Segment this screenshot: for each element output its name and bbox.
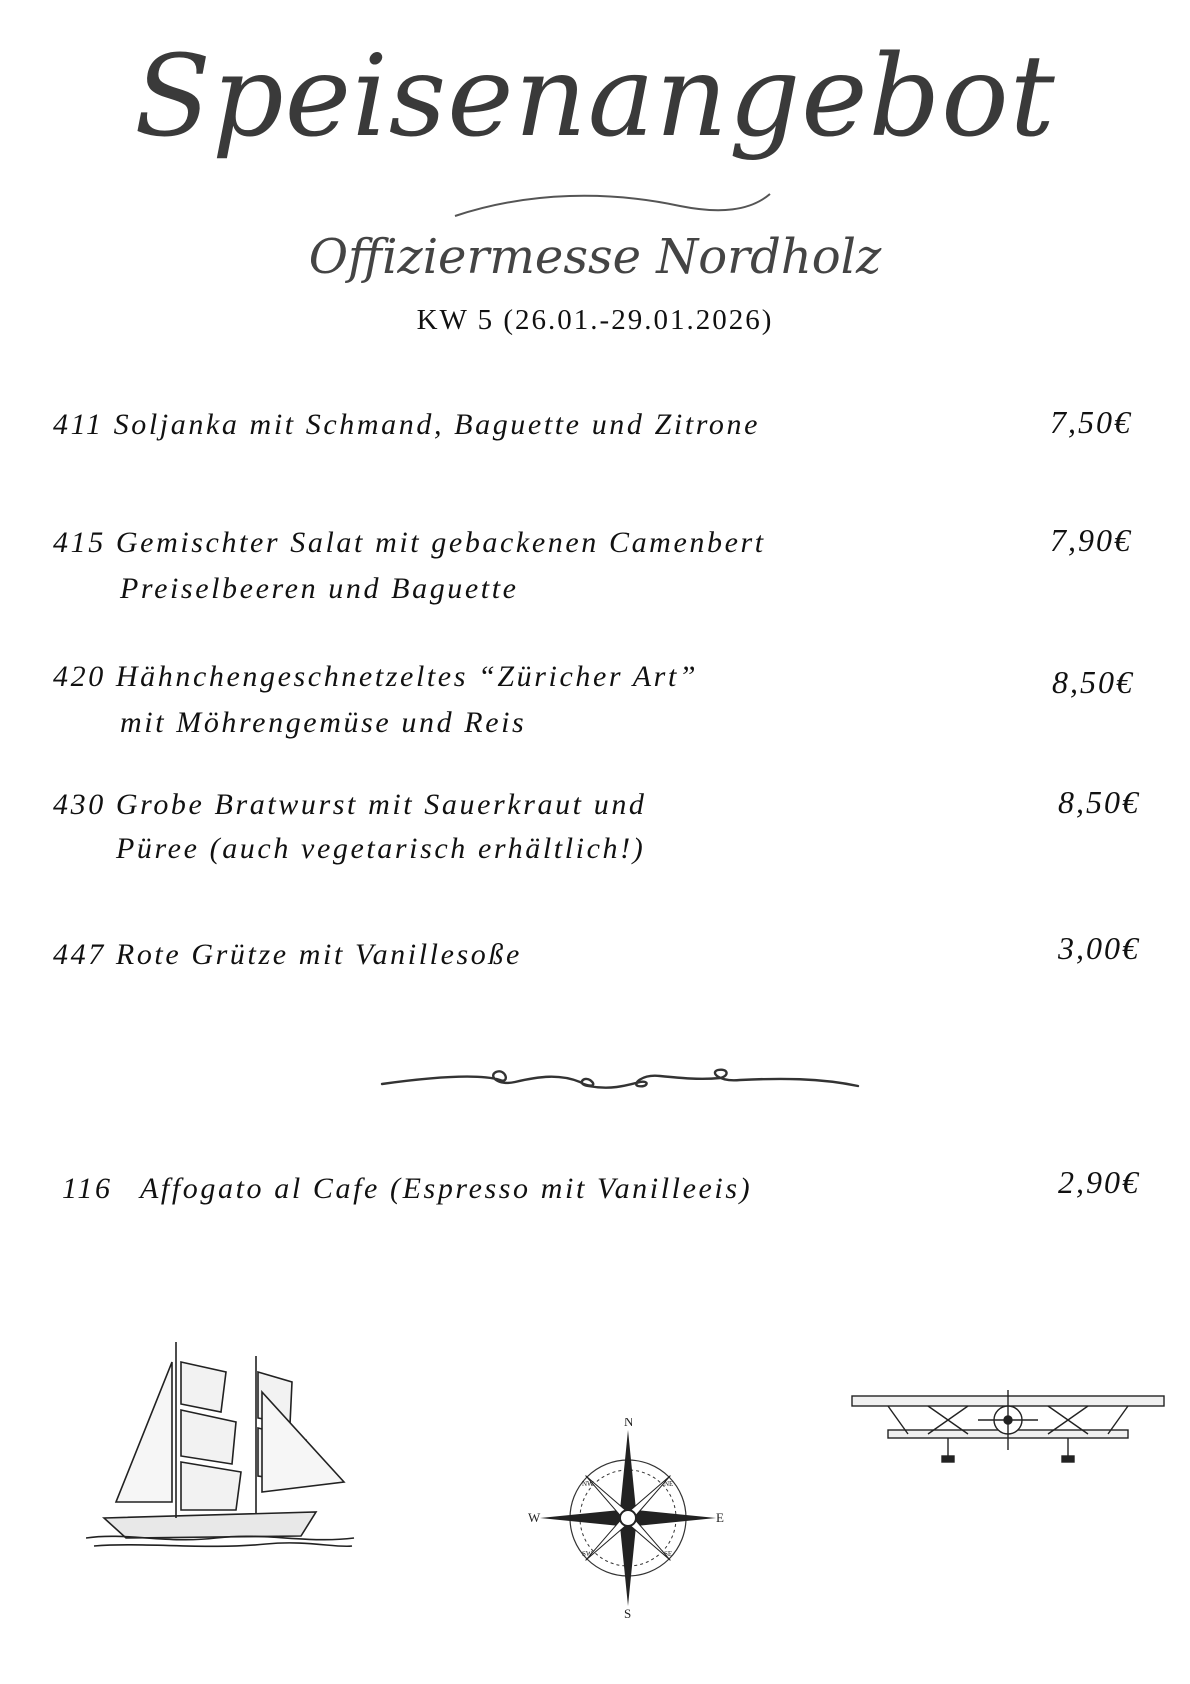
sailing-ship-icon: [86, 1332, 356, 1552]
dessert-name: Affogato al Cafe (Espresso mit Vanilleeis): [140, 1172, 753, 1205]
menu-item-price: 7,90€: [1050, 522, 1132, 558]
compass-w: W: [528, 1510, 541, 1525]
compass-sw: SW: [582, 1550, 593, 1558]
menu-item-price: 3,00€: [1058, 930, 1140, 966]
compass-rose-icon: [528, 1418, 728, 1618]
menu-item-price: 8,50€: [1058, 784, 1140, 820]
compass-ne: NE: [664, 1480, 674, 1488]
compass-n: N: [624, 1418, 634, 1429]
title-flourish-icon: [450, 186, 780, 226]
divider-flourish-icon: [380, 1056, 860, 1106]
page-subtitle: Offiziermesse Nordholz: [308, 229, 882, 285]
menu-item-text: 430 Grobe Bratwurst mit Sauerkraut und: [53, 788, 647, 821]
menu-item-text-line2: Püree (auch vegetarisch erhältlich!): [116, 832, 646, 865]
menu-item-text-line2: mit Möhrengemüse und Reis: [120, 706, 527, 739]
menu-item-text: 415 Gemischter Salat mit gebackenen Camenbert: [53, 526, 766, 559]
dessert-price: 2,90€: [1058, 1164, 1140, 1200]
menu-item-text: 420 Hähnchengeschnetzeltes “Züricher Art”: [53, 660, 699, 693]
page-title: Speisenangebot: [134, 32, 1056, 162]
menu-item-text-line2: Preiselbeeren und Baguette: [120, 572, 519, 605]
menu-item-text: 447 Rote Grütze mit Vanillesoße: [53, 938, 522, 971]
dessert-number: 116: [62, 1172, 113, 1205]
menu-item-price: 8,50€: [1052, 664, 1134, 700]
compass-nw: NW: [582, 1480, 594, 1488]
menu-item-price: 7,50€: [1050, 404, 1132, 440]
menu-item-text: 411 Soljanka mit Schmand, Baguette und Zitrone: [53, 408, 761, 441]
compass-se: SE: [664, 1550, 673, 1558]
biplane-icon: [848, 1380, 1168, 1480]
compass-e: E: [716, 1510, 724, 1525]
compass-s: S: [624, 1606, 632, 1618]
week-label: KW 5 (26.01.-29.01.2026): [416, 304, 774, 336]
